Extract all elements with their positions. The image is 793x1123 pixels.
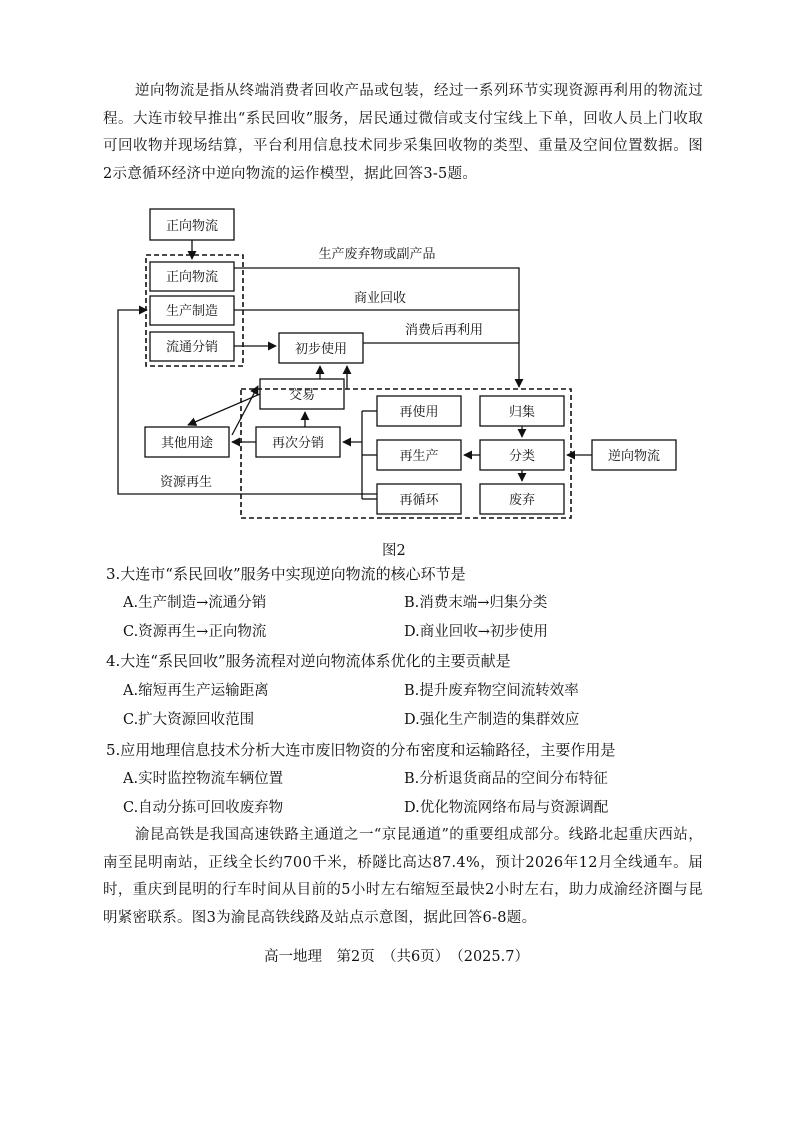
label-reproduction: 再生产	[399, 449, 439, 464]
question-4-stem: 4.大连“系民回收”服务流程对逆向物流体系优化的主要贡献是	[106, 652, 511, 670]
label-reuse: 再使用	[399, 405, 439, 420]
question-5-option-d: D.优化物流网络布局与资源调配	[404, 800, 609, 816]
question-4-option-c: C.扩大资源回收范围	[123, 712, 255, 728]
label-collect: 归集	[508, 405, 536, 420]
page-footer: 高一地理 第2页 （共6页） （2025.7）	[264, 949, 529, 965]
label-distribution: 流通分销	[165, 340, 219, 355]
figure-caption: 图2	[382, 543, 406, 559]
question-4-option-a: A.缩短再生产运输距离	[123, 683, 269, 699]
question-3-option-d: D.商业回收→初步使用	[404, 624, 548, 640]
label-initial-use: 初步使用	[294, 342, 348, 357]
intro-paragraph: 逆向物流是指从终端消费者回收产品或包装，经过一系列环节实现资源再利用的物流过程。大连市较早推出“系民回收”服务，居民通过微信或支付宝线上下单，回收人员上门收取可回收物并现场结算，平台利用信息技术同步采集回收物的类型、重量及空间位置数据。图2示意循环经济中逆向物流的运作模型，据此回答3-5题。	[103, 83, 703, 182]
question-3-option-c: C.资源再生→正向物流	[123, 624, 267, 640]
reverse-logistics-diagram	[0, 200, 793, 540]
label-sort: 分类	[508, 449, 536, 464]
question-3-option-a: A.生产制造→流通分销	[123, 595, 267, 611]
label-recycle: 再循环	[399, 493, 439, 508]
label-top-forward: 正向物流	[165, 219, 219, 234]
question-4-option-d: D.强化生产制造的集群效应	[404, 712, 580, 728]
label-reverse: 逆向物流	[607, 449, 661, 464]
question-5-option-a: A.实时监控物流车辆位置	[123, 771, 284, 787]
flow-label-post-consumer: 消费后再利用	[404, 323, 484, 338]
question-4-option-b: B.提升废弃物空间流转效率	[404, 683, 579, 699]
label-forward: 正向物流	[165, 270, 219, 285]
question-5-stem: 5.应用地理信息技术分析大连市废旧物资的分布密度和运输路径，主要作用是	[106, 741, 616, 759]
question-5-option-b: B.分析退货商品的空间分布特征	[404, 771, 608, 787]
flow-label-waste: 生产废弃物或副产品	[318, 247, 436, 262]
question-5-option-c: C.自动分拣可回收废弃物	[123, 800, 284, 816]
label-redistribution: 再次分销	[271, 436, 325, 451]
question-3-option-b: B.消费末端→归集分类	[404, 595, 548, 611]
intro-paragraph-2: 渝昆高铁是我国高速铁路主通道之一“京昆通道”的重要组成部分。线路北起重庆西站，南至昆明南站，正线全长约700千米，桥隧比高达87.4%，预计2026年12月全线通车。届时，重庆到昆明的行车时间从目前的5小时左右缩短至最快2小时左右，助力成渝经济圈与昆明紧密联系。图3为渝昆高铁线路及站点示意图，据此回答6-8题。	[103, 827, 703, 926]
flow-label-regeneration: 资源再生	[159, 475, 213, 490]
flow-label-commercial: 商业回收	[353, 291, 407, 306]
label-other-use: 其他用途	[160, 436, 214, 451]
label-discard: 废弃	[508, 493, 536, 508]
label-production: 生产制造	[165, 304, 219, 319]
question-3-stem: 3.大连市“系民回收”服务中实现逆向物流的核心环节是	[106, 565, 466, 583]
label-trade: 交易	[288, 388, 316, 403]
